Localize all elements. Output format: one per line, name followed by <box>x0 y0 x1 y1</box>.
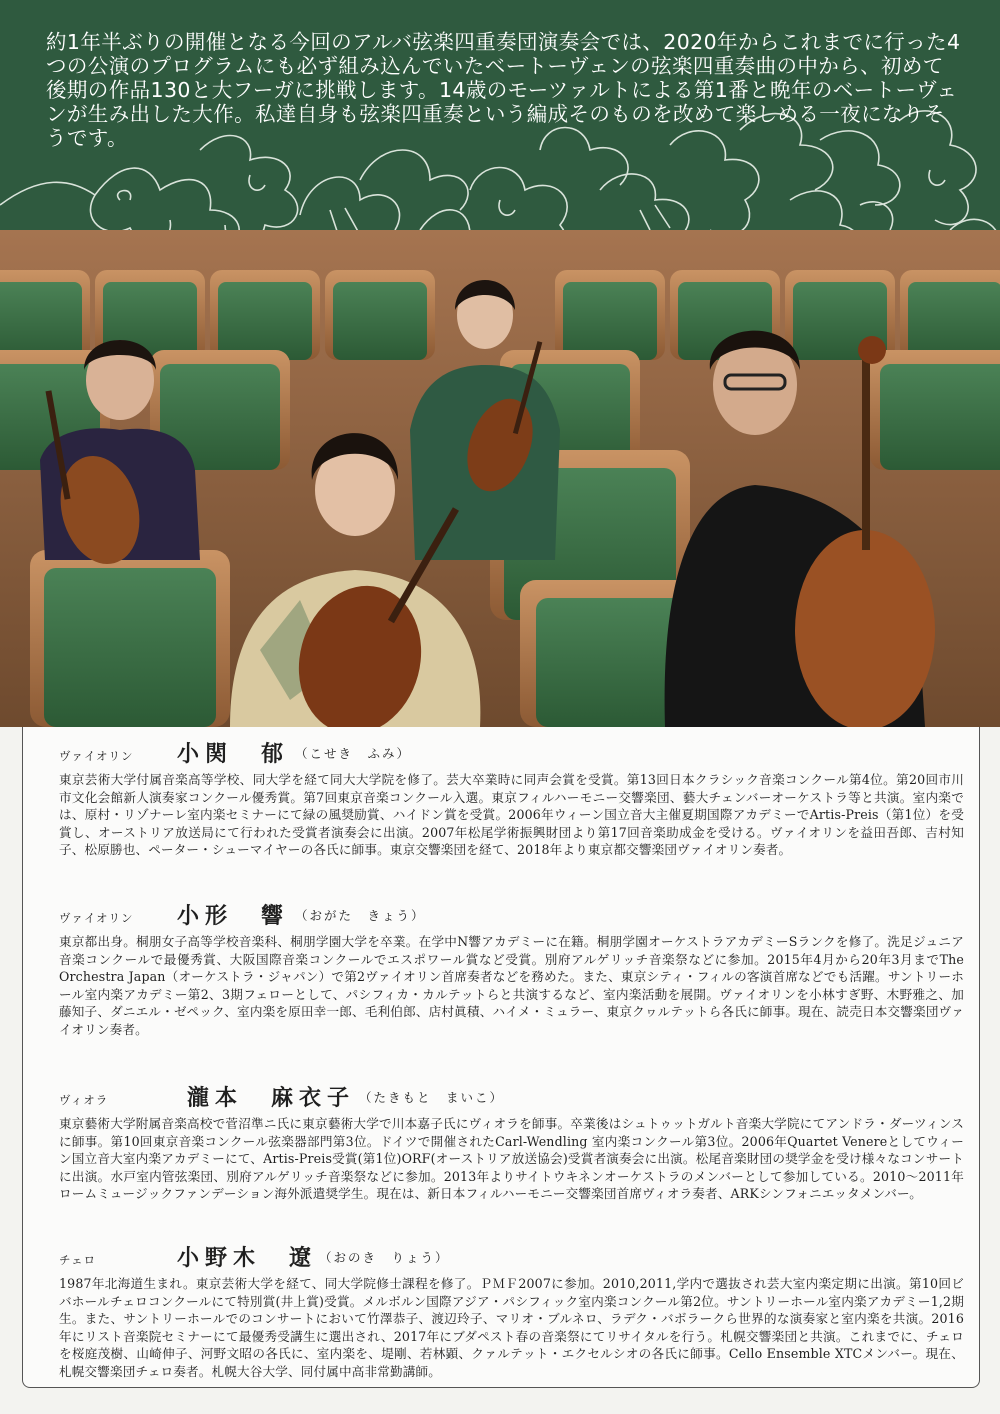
member-bio: 1987年北海道生まれ。東京芸術大学を経て、同大学院修士課程を修了。ＰＭＦ2007に参加。2010,2011,学内で選抜され芸大室内楽定期に出演。第10回ビバホールチェロコンクールにて特別賞(井上賞)受賞。メルボルン国際アジア・パシフィック室内楽コンクール第2位。サントリーホール室内楽アカデミー1,2期生。また、サントリーホールでのコンサートにおいて竹澤恭子、渡辺玲子、マリオ・ブルネロ、ラデク・バボラークら世界的な演奏家と室内楽を共演。2016年にリスト音楽院セミナーにて最優秀受講生に選出され、2017年にブダペスト春の音楽祭にてリサイタルを行う。札幌交響楽団と共演。これまでに、チェロを桜庭茂樹、山崎伸子、河野文昭の各氏に、室内楽を、堤剛、若林顕、クァルテット・エクセルシオの各氏に師事。Cello Ensemble XTCメンバー。現在、札幌交響楽団チェロ奏者。札幌大谷大学、同付属中高非常勤講師。 <box>59 1276 964 1379</box>
member-name-kana: （たきもと まいこ） <box>359 1090 505 1105</box>
member-bio: 東京藝術大学附属音楽高校で菅沼準ニ氏に東京藝術大学で川本嘉子氏にヴィオラを師事。卒業後はシュトゥットガルト音楽大学院にてアンドラ・ダーツィンスに師事。第10回東京音楽コンクール弦楽器部門第3位。ドイツで開催されたCarl-Wendling 室内楽コンクール第3位。2006年Quartet Venereとしてウィーン国立音大室内楽アカデミーにて、Artis-Preis受賞(第1位)ORF(オーストリア放送協会)受賞者演奏会に出演。松尾音楽財団の奨学金を受け様々なコンサートに出演。水戸室内管弦楽団、別府アルゲリッチ音楽祭などに参加。2013年よりサイトウキネンオーケストラのメンバーとして参加している。2010～2011年ロームミュージックファンデーション海外派遣奨学生。現在は、新日本フィルハーモニー交響楽団首席ヴィオラ奏者、ARKシンフォニエッタメンバー。 <box>59 1116 964 1202</box>
profile-kozeki <box>59 737 964 859</box>
member-profiles <box>22 727 980 1388</box>
member-name: 小野木 遼 <box>177 1245 318 1271</box>
profile-onoki <box>59 1241 964 1381</box>
member-bio: 東京都出身。桐朋女子高等学校音楽科、桐朋学園大学を卒業。在学中N響アカデミーに在籍。桐朋学園オーケストラアカデミーSランクを修了。洗足ジュニア音楽コンクールで最優秀賞、大阪国際音楽コンクールでエスポワール賞など受賞。別府アルゲリッチ音楽祭などに参加。2015年4月から20年3月までThe Orchestra Japan（オーケストラ・ジャパン）で第2ヴァイオリン首席奏者などを務めた。また、東京シティ・フィルの客演首席などでも活躍。サントリーホール室内楽アカデミー第2、3期フェローとして、パシフィカ・カルテットらと共演するなど、室内楽活動を展開。ヴァイオリンを小林すぎ野、木野雅之、加藤知子、ダニエル・ゼペック、室内楽を原田幸一郎、毛利伯郎、店村眞積、ハイメ・ミュラー、東京クヮルテットら各氏に師事。現在、読売日本交響楽団ヴァイオリン奏者。 <box>59 934 964 1037</box>
member-name-kana: （おのき りょう） <box>319 1250 450 1265</box>
member-name-kana: （おがた きょう） <box>295 908 426 923</box>
member-role: ヴィオラ <box>59 1093 109 1107</box>
member-role: ヴァイオリン <box>59 911 134 925</box>
member-name: 小形 響 <box>177 903 290 929</box>
member-name-kana: （こせき ふみ） <box>295 746 412 761</box>
member-name: 小関 郁 <box>177 741 290 767</box>
intro-text: 約1年半ぶりの開催となる今回のアルバ弦楽四重奏団演奏会では、2020年からこれまでに行った4つの公演のプログラムにも必ず組み込んでいたベートーヴェンの弦楽四重奏曲の中から、初めて後期の作品130と大フーガに挑戦します。14歳のモーツァルトによる第1番と晩年のベートーヴェンが生み出した大作。私達自身も弦楽四重奏という編成そのものを改めて楽しめる一夜になりそうです。 <box>46 30 961 150</box>
profile-ogata <box>59 899 964 1039</box>
member-role: チェロ <box>59 1253 97 1267</box>
member-bio: 東京芸術大学付属音楽高等学校、同大学を経て同大大学院を修了。芸大卒業時に同声会賞を受賞。第13回日本クラシック音楽コンクール第4位。第20回市川市文化会館新人演奏家コンクール優秀賞。第7回東京音楽コンクール入選。東京フィルハーモニー交響楽団、藝大チェンバーオーケストラ等と共演。室内楽では、原村・リゾナーレ室内楽セミナーにて緑の風奨励賞、ハイドン賞を受賞。2006年ウィーン国立音大主催夏期国際アカデミーでArtis-Preis（第1位）を受賞し、オーストリア放送局にて行われた受賞者演奏会に出演。2007年松尾学術振興財団より第17回音楽助成金を受ける。ヴァイオリンを益田吾郎、吉村知子、松原勝也、ペーター・シューマイヤーの各氏に師事。東京交響楽団を経て、2018年より東京都交響楽団ヴァイオリン奏者。 <box>59 772 964 858</box>
profile-takimoto <box>59 1081 964 1203</box>
member-role: ヴァイオリン <box>59 749 134 763</box>
quartet-photo <box>0 230 1000 727</box>
member-name: 瀧本 麻衣子 <box>187 1085 356 1111</box>
